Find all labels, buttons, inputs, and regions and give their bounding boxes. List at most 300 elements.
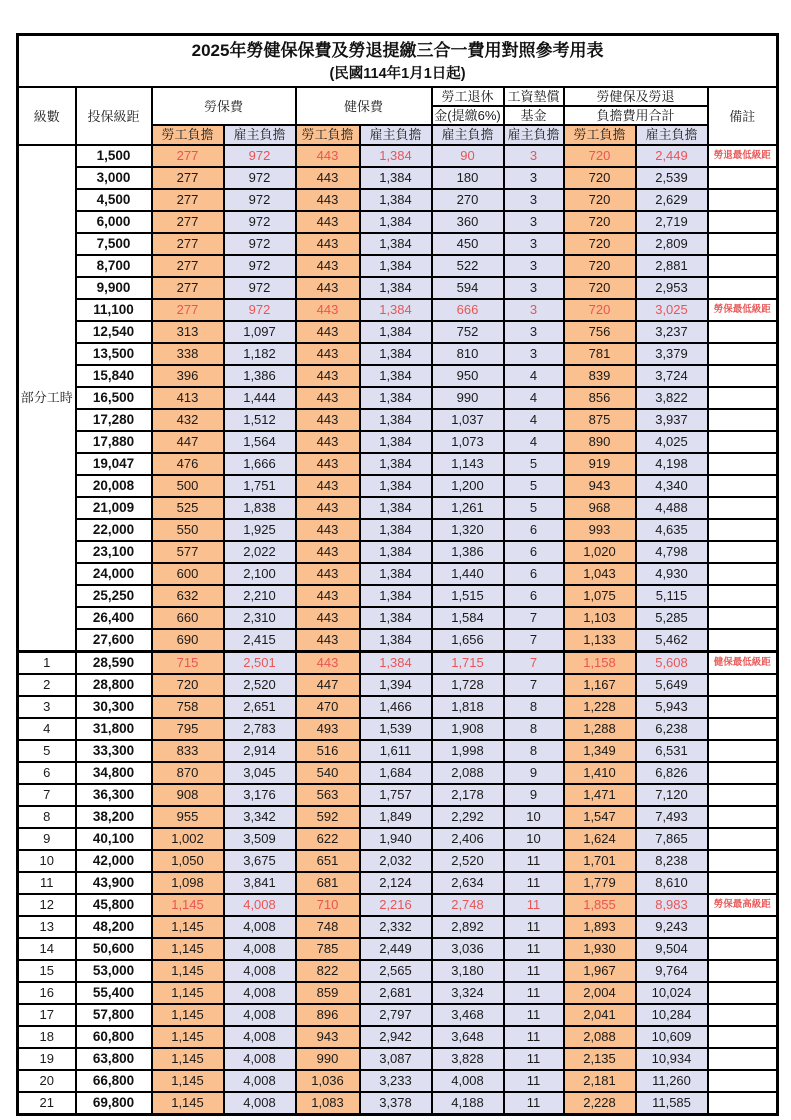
table-row [18, 762, 778, 784]
cell-health-employer: 1,384 [360, 629, 432, 652]
cell-labor-employer: 3,675 [224, 850, 296, 872]
cell-labor-employer: 972 [224, 189, 296, 211]
cell-level: 18 [18, 1026, 76, 1048]
cell-note [708, 938, 778, 960]
cell-note: 勞保最高級距 [708, 894, 778, 916]
cell-pension-employer: 1,143 [432, 453, 504, 475]
cell-labor-employer: 4,008 [224, 1092, 296, 1115]
cell-level: 17 [18, 1004, 76, 1026]
cell-note [708, 255, 778, 277]
cell-salary: 17,280 [76, 409, 152, 431]
table-row [18, 806, 778, 828]
cell-note [708, 1004, 778, 1026]
cell-fund-employer: 8 [504, 718, 564, 740]
cell-salary: 6,000 [76, 211, 152, 233]
cell-salary: 12,540 [76, 321, 152, 343]
cell-salary: 16,500 [76, 387, 152, 409]
cell-pension-employer: 1,440 [432, 563, 504, 585]
table-row [18, 233, 778, 255]
cell-health-employer: 1,384 [360, 167, 432, 189]
table-row [18, 541, 778, 563]
cell-labor-employee: 833 [152, 740, 224, 762]
cell-labor-employee: 1,050 [152, 850, 224, 872]
cell-fund-employer: 5 [504, 497, 564, 519]
cell-note: 健保最低級距 [708, 652, 778, 675]
header-fund-line2: 基金 [504, 106, 564, 125]
cell-salary: 55,400 [76, 982, 152, 1004]
cell-pension-employer: 2,520 [432, 850, 504, 872]
cell-level: 15 [18, 960, 76, 982]
cell-note [708, 828, 778, 850]
cell-labor-employer: 972 [224, 299, 296, 321]
cell-note [708, 960, 778, 982]
cell-salary: 34,800 [76, 762, 152, 784]
cell-pension-employer: 666 [432, 299, 504, 321]
cell-health-employee: 1,083 [296, 1092, 360, 1115]
cell-note [708, 1048, 778, 1070]
cell-health-employee: 990 [296, 1048, 360, 1070]
cell-fund-employer: 4 [504, 387, 564, 409]
cell-fund-employer: 11 [504, 1092, 564, 1115]
cell-level: 11 [18, 872, 76, 894]
cell-note [708, 409, 778, 431]
cell-salary: 23,100 [76, 541, 152, 563]
cell-health-employee: 443 [296, 189, 360, 211]
cell-fund-employer: 6 [504, 541, 564, 563]
cell-total-employer: 10,934 [636, 1048, 708, 1070]
cell-pension-employer: 522 [432, 255, 504, 277]
cell-salary: 48,200 [76, 916, 152, 938]
cell-pension-employer: 1,998 [432, 740, 504, 762]
table-row [18, 409, 778, 431]
header-note: 備註 [708, 87, 778, 145]
cell-salary: 57,800 [76, 1004, 152, 1026]
table-row [18, 629, 778, 652]
cell-labor-employer: 4,008 [224, 1004, 296, 1026]
cell-health-employee: 710 [296, 894, 360, 916]
cell-health-employee: 443 [296, 233, 360, 255]
cell-pension-employer: 2,178 [432, 784, 504, 806]
cell-labor-employee: 715 [152, 652, 224, 675]
cell-total-employer: 4,635 [636, 519, 708, 541]
table-row [18, 277, 778, 299]
cell-health-employee: 943 [296, 1026, 360, 1048]
cell-level: 7 [18, 784, 76, 806]
cell-pension-employer: 2,406 [432, 828, 504, 850]
cell-salary: 15,840 [76, 365, 152, 387]
cell-level: 8 [18, 806, 76, 828]
cell-level: 3 [18, 696, 76, 718]
cell-salary: 9,900 [76, 277, 152, 299]
cell-labor-employer: 1,666 [224, 453, 296, 475]
cell-health-employee: 470 [296, 696, 360, 718]
table-row [18, 475, 778, 497]
cell-labor-employee: 632 [152, 585, 224, 607]
cell-labor-employer: 1,182 [224, 343, 296, 365]
cell-pension-employer: 450 [432, 233, 504, 255]
cell-labor-employer: 972 [224, 211, 296, 233]
cell-total-employee: 2,228 [564, 1092, 636, 1115]
cell-fund-employer: 3 [504, 145, 564, 167]
cell-labor-employee: 1,145 [152, 894, 224, 916]
cell-labor-employee: 577 [152, 541, 224, 563]
table-row [18, 167, 778, 189]
cell-fund-employer: 4 [504, 431, 564, 453]
cell-fund-employer: 11 [504, 850, 564, 872]
cell-note [708, 674, 778, 696]
cell-health-employer: 1,684 [360, 762, 432, 784]
cell-note [708, 431, 778, 453]
cell-total-employee: 993 [564, 519, 636, 541]
cell-total-employer: 4,488 [636, 497, 708, 519]
cell-labor-employer: 3,045 [224, 762, 296, 784]
cell-health-employee: 443 [296, 365, 360, 387]
cell-level: 10 [18, 850, 76, 872]
cell-fund-employer: 3 [504, 233, 564, 255]
cell-salary: 13,500 [76, 343, 152, 365]
page-subtitle: (民國114年1月1日起) [329, 66, 466, 82]
cell-labor-employee: 690 [152, 629, 224, 652]
cell-pension-employer: 270 [432, 189, 504, 211]
cell-total-employee: 2,135 [564, 1048, 636, 1070]
cell-level: 6 [18, 762, 76, 784]
cell-labor-employer: 3,342 [224, 806, 296, 828]
cell-level: 16 [18, 982, 76, 1004]
cell-health-employer: 2,565 [360, 960, 432, 982]
header-pension-employer: 雇主負擔 [432, 125, 504, 145]
cell-total-employer: 9,243 [636, 916, 708, 938]
cell-total-employer: 5,608 [636, 652, 708, 675]
cell-health-employer: 1,384 [360, 541, 432, 563]
cell-health-employee: 443 [296, 321, 360, 343]
cell-level: 20 [18, 1070, 76, 1092]
cell-salary: 11,100 [76, 299, 152, 321]
cell-total-employer: 3,025 [636, 299, 708, 321]
cell-note [708, 453, 778, 475]
cell-health-employee: 681 [296, 872, 360, 894]
cell-health-employer: 1,611 [360, 740, 432, 762]
cell-health-employee: 1,036 [296, 1070, 360, 1092]
cell-health-employee: 443 [296, 652, 360, 675]
cell-total-employer: 4,340 [636, 475, 708, 497]
cell-health-employer: 2,942 [360, 1026, 432, 1048]
cell-health-employer: 1,849 [360, 806, 432, 828]
cell-health-employee: 443 [296, 585, 360, 607]
cell-level: 9 [18, 828, 76, 850]
cell-total-employer: 6,531 [636, 740, 708, 762]
cell-health-employee: 592 [296, 806, 360, 828]
cell-health-employee: 516 [296, 740, 360, 762]
cell-health-employer: 1,384 [360, 233, 432, 255]
cell-labor-employer: 1,444 [224, 387, 296, 409]
cell-health-employer: 1,384 [360, 255, 432, 277]
cell-salary: 66,800 [76, 1070, 152, 1092]
cell-health-employee: 748 [296, 916, 360, 938]
cell-health-employee: 622 [296, 828, 360, 850]
cell-total-employer: 10,284 [636, 1004, 708, 1026]
cell-total-employee: 1,624 [564, 828, 636, 850]
cell-total-employer: 7,493 [636, 806, 708, 828]
cell-labor-employee: 277 [152, 255, 224, 277]
cell-health-employee: 443 [296, 519, 360, 541]
cell-labor-employee: 476 [152, 453, 224, 475]
cell-labor-employee: 277 [152, 189, 224, 211]
cell-total-employee: 2,041 [564, 1004, 636, 1026]
cell-salary: 60,800 [76, 1026, 152, 1048]
cell-health-employer: 1,384 [360, 652, 432, 675]
cell-labor-employee: 1,145 [152, 960, 224, 982]
cell-total-employer: 10,024 [636, 982, 708, 1004]
cell-labor-employee: 338 [152, 343, 224, 365]
cell-health-employee: 822 [296, 960, 360, 982]
cell-fund-employer: 3 [504, 299, 564, 321]
cell-total-employer: 7,120 [636, 784, 708, 806]
cell-labor-employee: 908 [152, 784, 224, 806]
header-health-employer: 雇主負擔 [360, 125, 432, 145]
cell-labor-employee: 1,145 [152, 938, 224, 960]
cell-fund-employer: 10 [504, 828, 564, 850]
cell-pension-employer: 1,728 [432, 674, 504, 696]
premium-table [16, 33, 779, 1116]
cell-labor-employer: 972 [224, 145, 296, 167]
cell-salary: 20,008 [76, 475, 152, 497]
cell-salary: 33,300 [76, 740, 152, 762]
cell-fund-employer: 8 [504, 740, 564, 762]
cell-fund-employer: 5 [504, 475, 564, 497]
cell-total-employer: 5,649 [636, 674, 708, 696]
cell-labor-employer: 2,100 [224, 563, 296, 585]
cell-salary: 1,500 [76, 145, 152, 167]
cell-health-employee: 896 [296, 1004, 360, 1026]
cell-labor-employee: 1,145 [152, 1026, 224, 1048]
cell-total-employee: 1,228 [564, 696, 636, 718]
header-total-line1: 勞健保及勞退 [564, 87, 708, 106]
cell-total-employer: 9,764 [636, 960, 708, 982]
cell-fund-employer: 3 [504, 167, 564, 189]
cell-total-employer: 3,937 [636, 409, 708, 431]
cell-total-employee: 1,158 [564, 652, 636, 675]
cell-pension-employer: 180 [432, 167, 504, 189]
header-row-1 [18, 87, 778, 106]
cell-total-employer: 10,609 [636, 1026, 708, 1048]
cell-total-employee: 2,181 [564, 1070, 636, 1092]
cell-salary: 50,600 [76, 938, 152, 960]
cell-total-employee: 720 [564, 167, 636, 189]
cell-fund-employer: 3 [504, 255, 564, 277]
table-title-cell [18, 35, 778, 88]
cell-health-employer: 1,384 [360, 475, 432, 497]
cell-health-employer: 1,384 [360, 189, 432, 211]
cell-salary: 30,300 [76, 696, 152, 718]
cell-labor-employee: 550 [152, 519, 224, 541]
cell-pension-employer: 360 [432, 211, 504, 233]
cell-total-employer: 7,865 [636, 828, 708, 850]
header-pension-line1: 勞工退休 [432, 87, 504, 106]
cell-total-employee: 720 [564, 255, 636, 277]
cell-labor-employee: 1,145 [152, 916, 224, 938]
cell-labor-employee: 1,002 [152, 828, 224, 850]
cell-salary: 25,250 [76, 585, 152, 607]
table-row [18, 872, 778, 894]
table-row [18, 894, 778, 916]
cell-total-employee: 1,133 [564, 629, 636, 652]
cell-labor-employer: 4,008 [224, 982, 296, 1004]
cell-health-employee: 443 [296, 453, 360, 475]
cell-fund-employer: 11 [504, 960, 564, 982]
cell-note: 勞保最低級距 [708, 299, 778, 321]
cell-note [708, 277, 778, 299]
cell-fund-employer: 9 [504, 784, 564, 806]
cell-health-employer: 1,384 [360, 519, 432, 541]
cell-total-employer: 3,237 [636, 321, 708, 343]
cell-note [708, 233, 778, 255]
header-health-group: 健保費 [296, 87, 432, 125]
cell-total-employer: 6,238 [636, 718, 708, 740]
cell-total-employer: 4,025 [636, 431, 708, 453]
cell-total-employee: 1,930 [564, 938, 636, 960]
cell-total-employee: 1,043 [564, 563, 636, 585]
cell-salary: 42,000 [76, 850, 152, 872]
cell-note [708, 541, 778, 563]
cell-labor-employee: 277 [152, 299, 224, 321]
cell-labor-employer: 4,008 [224, 1026, 296, 1048]
cell-health-employee: 785 [296, 938, 360, 960]
cell-salary: 28,590 [76, 652, 152, 675]
cell-note [708, 872, 778, 894]
cell-health-employee: 443 [296, 167, 360, 189]
cell-note [708, 167, 778, 189]
table-row [18, 299, 778, 321]
cell-labor-employer: 2,415 [224, 629, 296, 652]
cell-pension-employer: 1,908 [432, 718, 504, 740]
cell-note [708, 387, 778, 409]
cell-health-employer: 1,384 [360, 211, 432, 233]
cell-labor-employee: 277 [152, 167, 224, 189]
cell-note: 勞退最低級距 [708, 145, 778, 167]
table-row [18, 1070, 778, 1092]
cell-labor-employer: 2,310 [224, 607, 296, 629]
cell-note [708, 1092, 778, 1115]
cell-total-employer: 3,724 [636, 365, 708, 387]
cell-total-employee: 1,547 [564, 806, 636, 828]
cell-total-employer: 2,953 [636, 277, 708, 299]
cell-health-employer: 1,539 [360, 718, 432, 740]
table-row [18, 938, 778, 960]
cell-fund-employer: 11 [504, 1070, 564, 1092]
cell-total-employee: 1,288 [564, 718, 636, 740]
cell-labor-employee: 277 [152, 145, 224, 167]
cell-labor-employee: 432 [152, 409, 224, 431]
page-title: 2025年勞健保保費及勞退提繳三合一費用對照參考用表 [191, 41, 604, 60]
cell-health-employee: 443 [296, 629, 360, 652]
cell-labor-employer: 1,925 [224, 519, 296, 541]
header-health-employee: 勞工負擔 [296, 125, 360, 145]
header-pension-line2: 金(提繳6%) [432, 106, 504, 125]
cell-fund-employer: 11 [504, 916, 564, 938]
cell-pension-employer: 2,892 [432, 916, 504, 938]
cell-health-employee: 859 [296, 982, 360, 1004]
cell-level: 12 [18, 894, 76, 916]
cell-labor-employer: 3,176 [224, 784, 296, 806]
cell-health-employer: 1,384 [360, 607, 432, 629]
cell-total-employee: 1,967 [564, 960, 636, 982]
cell-fund-employer: 7 [504, 652, 564, 675]
cell-fund-employer: 9 [504, 762, 564, 784]
cell-labor-employee: 277 [152, 277, 224, 299]
cell-labor-employee: 1,145 [152, 1048, 224, 1070]
cell-level: 5 [18, 740, 76, 762]
cell-pension-employer: 3,828 [432, 1048, 504, 1070]
cell-salary: 4,500 [76, 189, 152, 211]
cell-fund-employer: 3 [504, 321, 564, 343]
cell-pension-employer: 90 [432, 145, 504, 167]
table-row [18, 365, 778, 387]
cell-health-employer: 1,384 [360, 409, 432, 431]
cell-health-employee: 447 [296, 674, 360, 696]
table-row [18, 652, 778, 675]
cell-labor-employee: 1,145 [152, 1004, 224, 1026]
cell-health-employer: 3,378 [360, 1092, 432, 1115]
cell-pension-employer: 3,036 [432, 938, 504, 960]
cell-health-employer: 1,394 [360, 674, 432, 696]
cell-labor-employee: 525 [152, 497, 224, 519]
cell-total-employee: 1,855 [564, 894, 636, 916]
cell-total-employee: 720 [564, 211, 636, 233]
cell-note [708, 563, 778, 585]
cell-total-employee: 1,075 [564, 585, 636, 607]
cell-total-employer: 11,585 [636, 1092, 708, 1115]
table-row [18, 850, 778, 872]
cell-total-employer: 2,539 [636, 167, 708, 189]
table-row [18, 916, 778, 938]
cell-health-employer: 1,384 [360, 365, 432, 387]
cell-pension-employer: 752 [432, 321, 504, 343]
cell-note [708, 718, 778, 740]
cell-salary: 17,880 [76, 431, 152, 453]
cell-health-employer: 2,332 [360, 916, 432, 938]
cell-pension-employer: 2,634 [432, 872, 504, 894]
cell-fund-employer: 4 [504, 365, 564, 387]
cell-fund-employer: 10 [504, 806, 564, 828]
header-labor-group: 勞保費 [152, 87, 296, 125]
cell-total-employer: 2,449 [636, 145, 708, 167]
cell-pension-employer: 1,584 [432, 607, 504, 629]
cell-salary: 45,800 [76, 894, 152, 916]
cell-health-employer: 1,384 [360, 321, 432, 343]
cell-salary: 26,400 [76, 607, 152, 629]
cell-total-employer: 2,719 [636, 211, 708, 233]
cell-fund-employer: 11 [504, 982, 564, 1004]
cell-note [708, 211, 778, 233]
table-row [18, 145, 778, 167]
cell-labor-employee: 660 [152, 607, 224, 629]
cell-health-employer: 1,384 [360, 585, 432, 607]
cell-pension-employer: 1,515 [432, 585, 504, 607]
cell-fund-employer: 3 [504, 211, 564, 233]
cell-fund-employer: 3 [504, 189, 564, 211]
cell-total-employer: 4,798 [636, 541, 708, 563]
cell-total-employee: 720 [564, 145, 636, 167]
cell-note [708, 806, 778, 828]
table-row [18, 343, 778, 365]
cell-note [708, 629, 778, 652]
cell-labor-employer: 4,008 [224, 938, 296, 960]
cell-total-employee: 890 [564, 431, 636, 453]
cell-salary: 28,800 [76, 674, 152, 696]
cell-total-employee: 720 [564, 299, 636, 321]
cell-health-employee: 443 [296, 387, 360, 409]
table-row [18, 1048, 778, 1070]
